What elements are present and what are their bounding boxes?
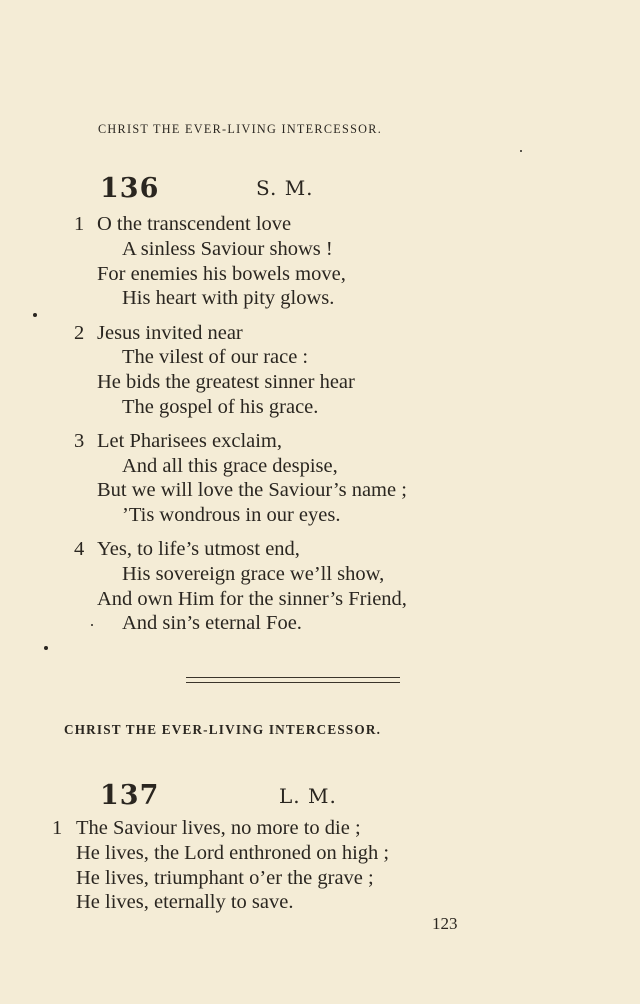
section-title: CHRIST THE EVER-LIVING INTERCESSOR. [64, 722, 382, 737]
ink-speck [91, 624, 93, 626]
verse-line: ’Tis wondrous in our eyes. [122, 504, 341, 526]
section-title: CHRIST THE EVER-LIVING INTERCESSOR. [98, 122, 383, 136]
verse-line: O the transcendent love [97, 213, 292, 235]
verse-number: 3 [74, 430, 85, 452]
verse-line: His sovereign grace we’ll show, [122, 563, 385, 585]
verse-line: The vilest of our race : [122, 346, 309, 368]
verse-line: Jesus invited near [97, 322, 243, 344]
ink-speck [44, 646, 48, 650]
verse-line: And own Him for the sinner’s Friend, [97, 588, 407, 610]
verse-line: He lives, triumphant o’er the grave ; [76, 867, 374, 889]
hymn-meter: S. M. [256, 176, 314, 200]
page-number: 123 [432, 914, 458, 933]
verse-line: The gospel of his grace. [122, 396, 319, 418]
verse-number: 1 [74, 213, 85, 235]
verse-line: Let Pharisees exclaim, [97, 430, 283, 452]
divider-rule [186, 682, 400, 683]
ink-speck [520, 150, 522, 152]
verse-number: 1 [52, 817, 63, 839]
verse-line: For enemies his bowels move, [97, 263, 346, 285]
verse-line: But we will love the Saviour’s name ; [97, 479, 407, 501]
verse-line: The Saviour lives, no more to die ; [76, 817, 361, 839]
hymn-meter: L. M. [279, 784, 337, 808]
hymn-number: 137 [100, 780, 160, 811]
verse-line: He bids the greatest sinner hear [97, 371, 355, 393]
verse-line: A sinless Saviour shows ! [122, 238, 333, 260]
verse-number: 2 [74, 322, 85, 344]
hymn-number: 136 [100, 173, 160, 204]
verse-line: He lives, the Lord enthroned on high ; [76, 842, 390, 864]
verse-line: He lives, eternally to save. [76, 891, 294, 913]
verse-line: His heart with pity glows. [122, 287, 335, 309]
divider-rule [186, 677, 400, 678]
verse-line: Yes, to life’s utmost end, [97, 538, 300, 560]
verse-line: And sin’s eternal Foe. [122, 612, 302, 634]
verse-line: And all this grace despise, [122, 455, 338, 477]
ink-speck [33, 313, 37, 317]
verse-number: 4 [74, 538, 85, 560]
